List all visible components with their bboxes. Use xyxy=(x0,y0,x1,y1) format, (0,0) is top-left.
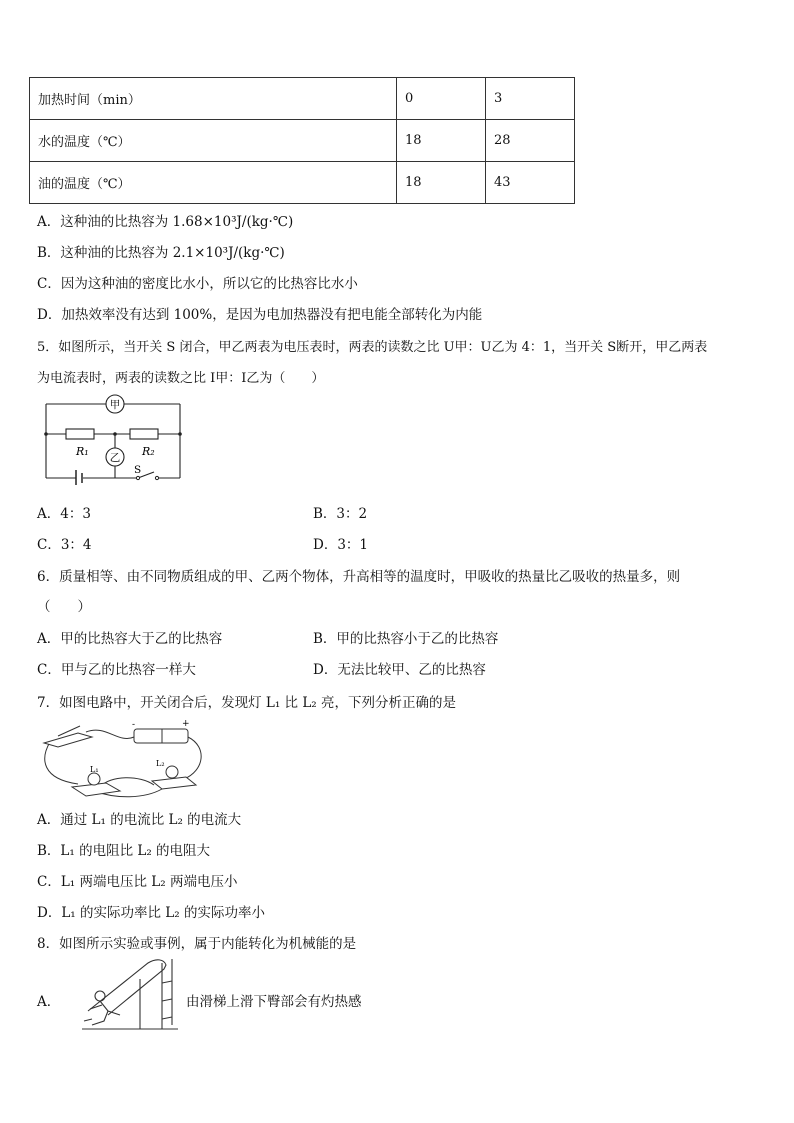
r2-label: R₂ xyxy=(142,445,155,458)
table-row xyxy=(30,120,575,162)
q6-stem-line2: （ ） xyxy=(37,599,91,615)
q7-stem: 7．如图电路中，开关闭合后，发现灯 L₁ 比 L₂ 亮，下列分析正确的是 xyxy=(37,695,457,711)
l1-label: L₁ xyxy=(90,765,99,774)
q7-circuit-picture xyxy=(36,719,208,801)
q5-circuit-diagram xyxy=(40,393,190,485)
q4-option-a: A．这种油的比热容为 1.68×10³J/(kg·℃) xyxy=(37,214,294,230)
r1-label: R₁ xyxy=(76,445,89,458)
q8-stem: 8．如图所示实验或事例，属于内能转化为机械能的是 xyxy=(37,936,357,952)
minus-terminal-label: - xyxy=(132,720,136,730)
q4-option-c: C．因为这种油的密度比水小，所以它的比热容比水小 xyxy=(37,276,358,292)
q8-option-a-text: 由滑梯上滑下臀部会有灼热感 xyxy=(186,994,362,1010)
q6-option-b: B．甲的比热容小于乙的比热容 xyxy=(313,631,499,647)
l2-label: L₂ xyxy=(156,759,165,768)
q6-stem-line1: 6．质量相等、由不同物质组成的甲、乙两个物体，升高相等的温度时，甲吸收的热量比乙吸收的热量多，则 xyxy=(37,569,681,585)
q4-option-d: D．加热效率没有达到 100%，是因为电加热器没有把电能全部转化为内能 xyxy=(37,307,483,323)
slide-illustration xyxy=(78,955,184,1031)
table-cell: 3 xyxy=(486,78,575,120)
table-cell: 18 xyxy=(397,120,486,162)
switch-label: S xyxy=(134,464,142,476)
q5-option-d: D．3：1 xyxy=(313,537,369,553)
meter-jia-label: 甲 xyxy=(109,399,121,411)
q5-stem-line2: 为电流表时，两表的读数之比 I甲：I乙为（ ） xyxy=(37,371,325,386)
q8-option-a-label: A． xyxy=(37,994,61,1010)
q7-option-c: C．L₁ 两端电压比 L₂ 两端电压小 xyxy=(37,874,238,890)
table-cell: 18 xyxy=(397,162,486,204)
plus-terminal-label: + xyxy=(182,719,190,729)
meter-yi-label: 乙 xyxy=(109,452,121,464)
table-row xyxy=(30,78,575,120)
table-cell: 加热时间（min） xyxy=(30,78,397,120)
table-cell: 43 xyxy=(486,162,575,204)
q5-stem-line1: 5．如图所示，当开关 S 闭合，甲乙两表为电压表时，两表的读数之比 U甲：U乙为 4：1，当开关 S断开，甲乙两表 xyxy=(37,340,708,355)
table-cell: 28 xyxy=(486,120,575,162)
data-table xyxy=(29,77,575,204)
q7-option-d: D．L₁ 的实际功率比 L₂ 的实际功率小 xyxy=(37,905,265,921)
q6-option-a: A．甲的比热容大于乙的比热容 xyxy=(37,631,223,647)
table-cell: 0 xyxy=(397,78,486,120)
q7-option-a: A．通过 L₁ 的电流比 L₂ 的电流大 xyxy=(37,812,242,828)
q6-option-c: C．甲与乙的比热容一样大 xyxy=(37,662,196,678)
q7-option-b: B．L₁ 的电阻比 L₂ 的电阻大 xyxy=(37,843,211,859)
q5-option-c: C．3：4 xyxy=(37,537,92,553)
table-cell: 油的温度（℃） xyxy=(30,162,397,204)
q6-option-d: D．无法比较甲、乙的比热容 xyxy=(313,662,486,678)
q5-option-b: B．3：2 xyxy=(313,506,368,522)
table-row xyxy=(30,162,575,204)
table-cell: 水的温度（℃） xyxy=(30,120,397,162)
q5-option-a: A．4：3 xyxy=(37,506,91,522)
q4-option-b: B．这种油的比热容为 2.1×10³J/(kg·℃) xyxy=(37,245,285,261)
